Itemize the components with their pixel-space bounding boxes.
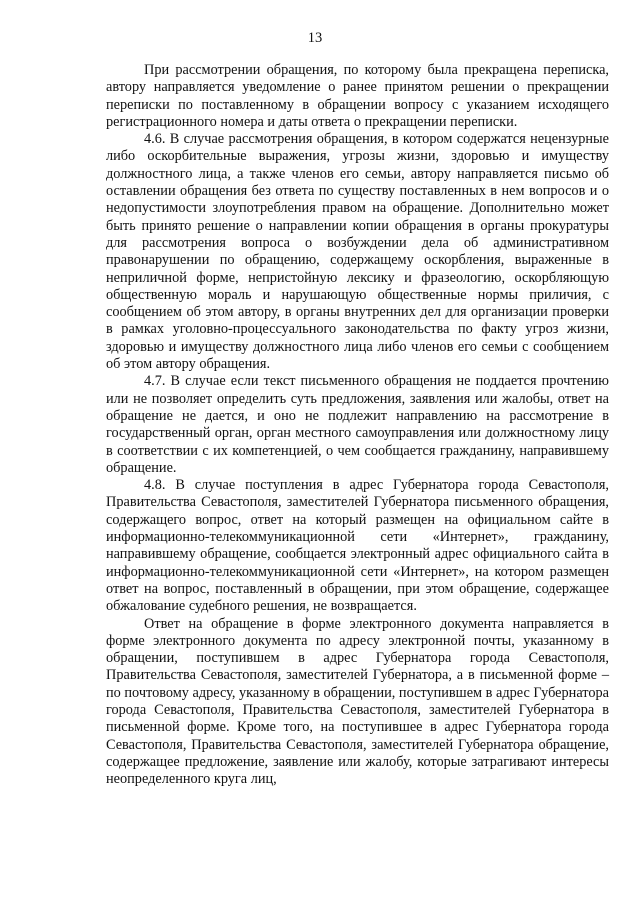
paragraph-4-7: 4.7. В случае если текст письменного обращения не поддается прочтению или не позволяет определить суть предложения, заявления или жалобы, ответ на обращение не дается, и оно не подлежит направлению на рассмотрение в государственный орган, орган местного самоуправления или должностному лицу в соответствии с их компетенцией, о чем сообщается гражданину, направившему обращение.	[106, 373, 609, 476]
paragraph-4-6: 4.6. В случае рассмотрения обращения, в котором содержатся нецензурные либо оскорбительные выражения, угрозы жизни, здоровью и имуществу должностного лица, а также членов его семьи, автору направляется письмо об оставлении обращения без ответа по существу поставленных в нем вопросов и о недопустимости злоупотребления правом на обращение. Дополнительно может быть принято решение о направлении копии обращения в органы прокуратуры для рассмотрения вопроса о возбуждении дела об административном правонарушении по обращению, содержащему оскорбления, выраженные в неприличной форме, непристойную лексику и фразеологию, оскорбляющую общественную мораль и нарушающую общественные нормы приличия, с сообщением об этом автору, в органы внутренних дел для организации проверки в рамках уголовно-процессуального законодательства по факту угроз жизни, здоровью и имуществу должностного лица либо членов его семьи с сообщением об этом автору обращения.	[106, 131, 609, 373]
page-number: 13	[307, 30, 323, 46]
paragraph-electronic-response: Ответ на обращение в форме электронного документа направляется в форме электронного документа по адресу электронной почты, указанному в обращении, поступившем в адрес Губернатора города Севастополя, Правительства Севастополя, заместителей Губернатора, а в письменной форме – по почтовому адресу, указанному в обращении, поступившем в адрес Губернатора города Севастополя, Правительства Севастополя, заместителей Губернатора в письменной форме. Кроме того, на поступившее в адрес Губернатора города Севастополя, Правительства Севастополя, заместителей Губернатора обращение, содержащее предложение, заявление или жалобу, которые затрагивают интересы неопределенного круга лиц,	[106, 615, 609, 788]
document-body	[106, 62, 609, 788]
paragraph-4-8: 4.8. В случае поступления в адрес Губернатора города Севастополя, Правительства Севастополя, заместителей Губернатора письменного обращения, содержащего вопрос, ответ на который размещен на официальном сайте в информационно-телекоммуникационной сети «Интернет», гражданину, направившему обращение, сообщается электронный адрес официального сайта в информационно-телекоммуникационной сети «Интернет», на котором размещен ответ на вопрос, поставленный в обращении, при этом обращение, содержащее обжалование судебного решения, не возвращается.	[106, 477, 609, 615]
paragraph-termination-notice: При рассмотрении обращения, по которому была прекращена переписка, автору направляется уведомление о ранее принятом решении о прекращении переписки по поставленному в обращении вопросу с указанием исходящего регистрационного номера и даты ответа о прекращении переписки.	[106, 62, 609, 130]
